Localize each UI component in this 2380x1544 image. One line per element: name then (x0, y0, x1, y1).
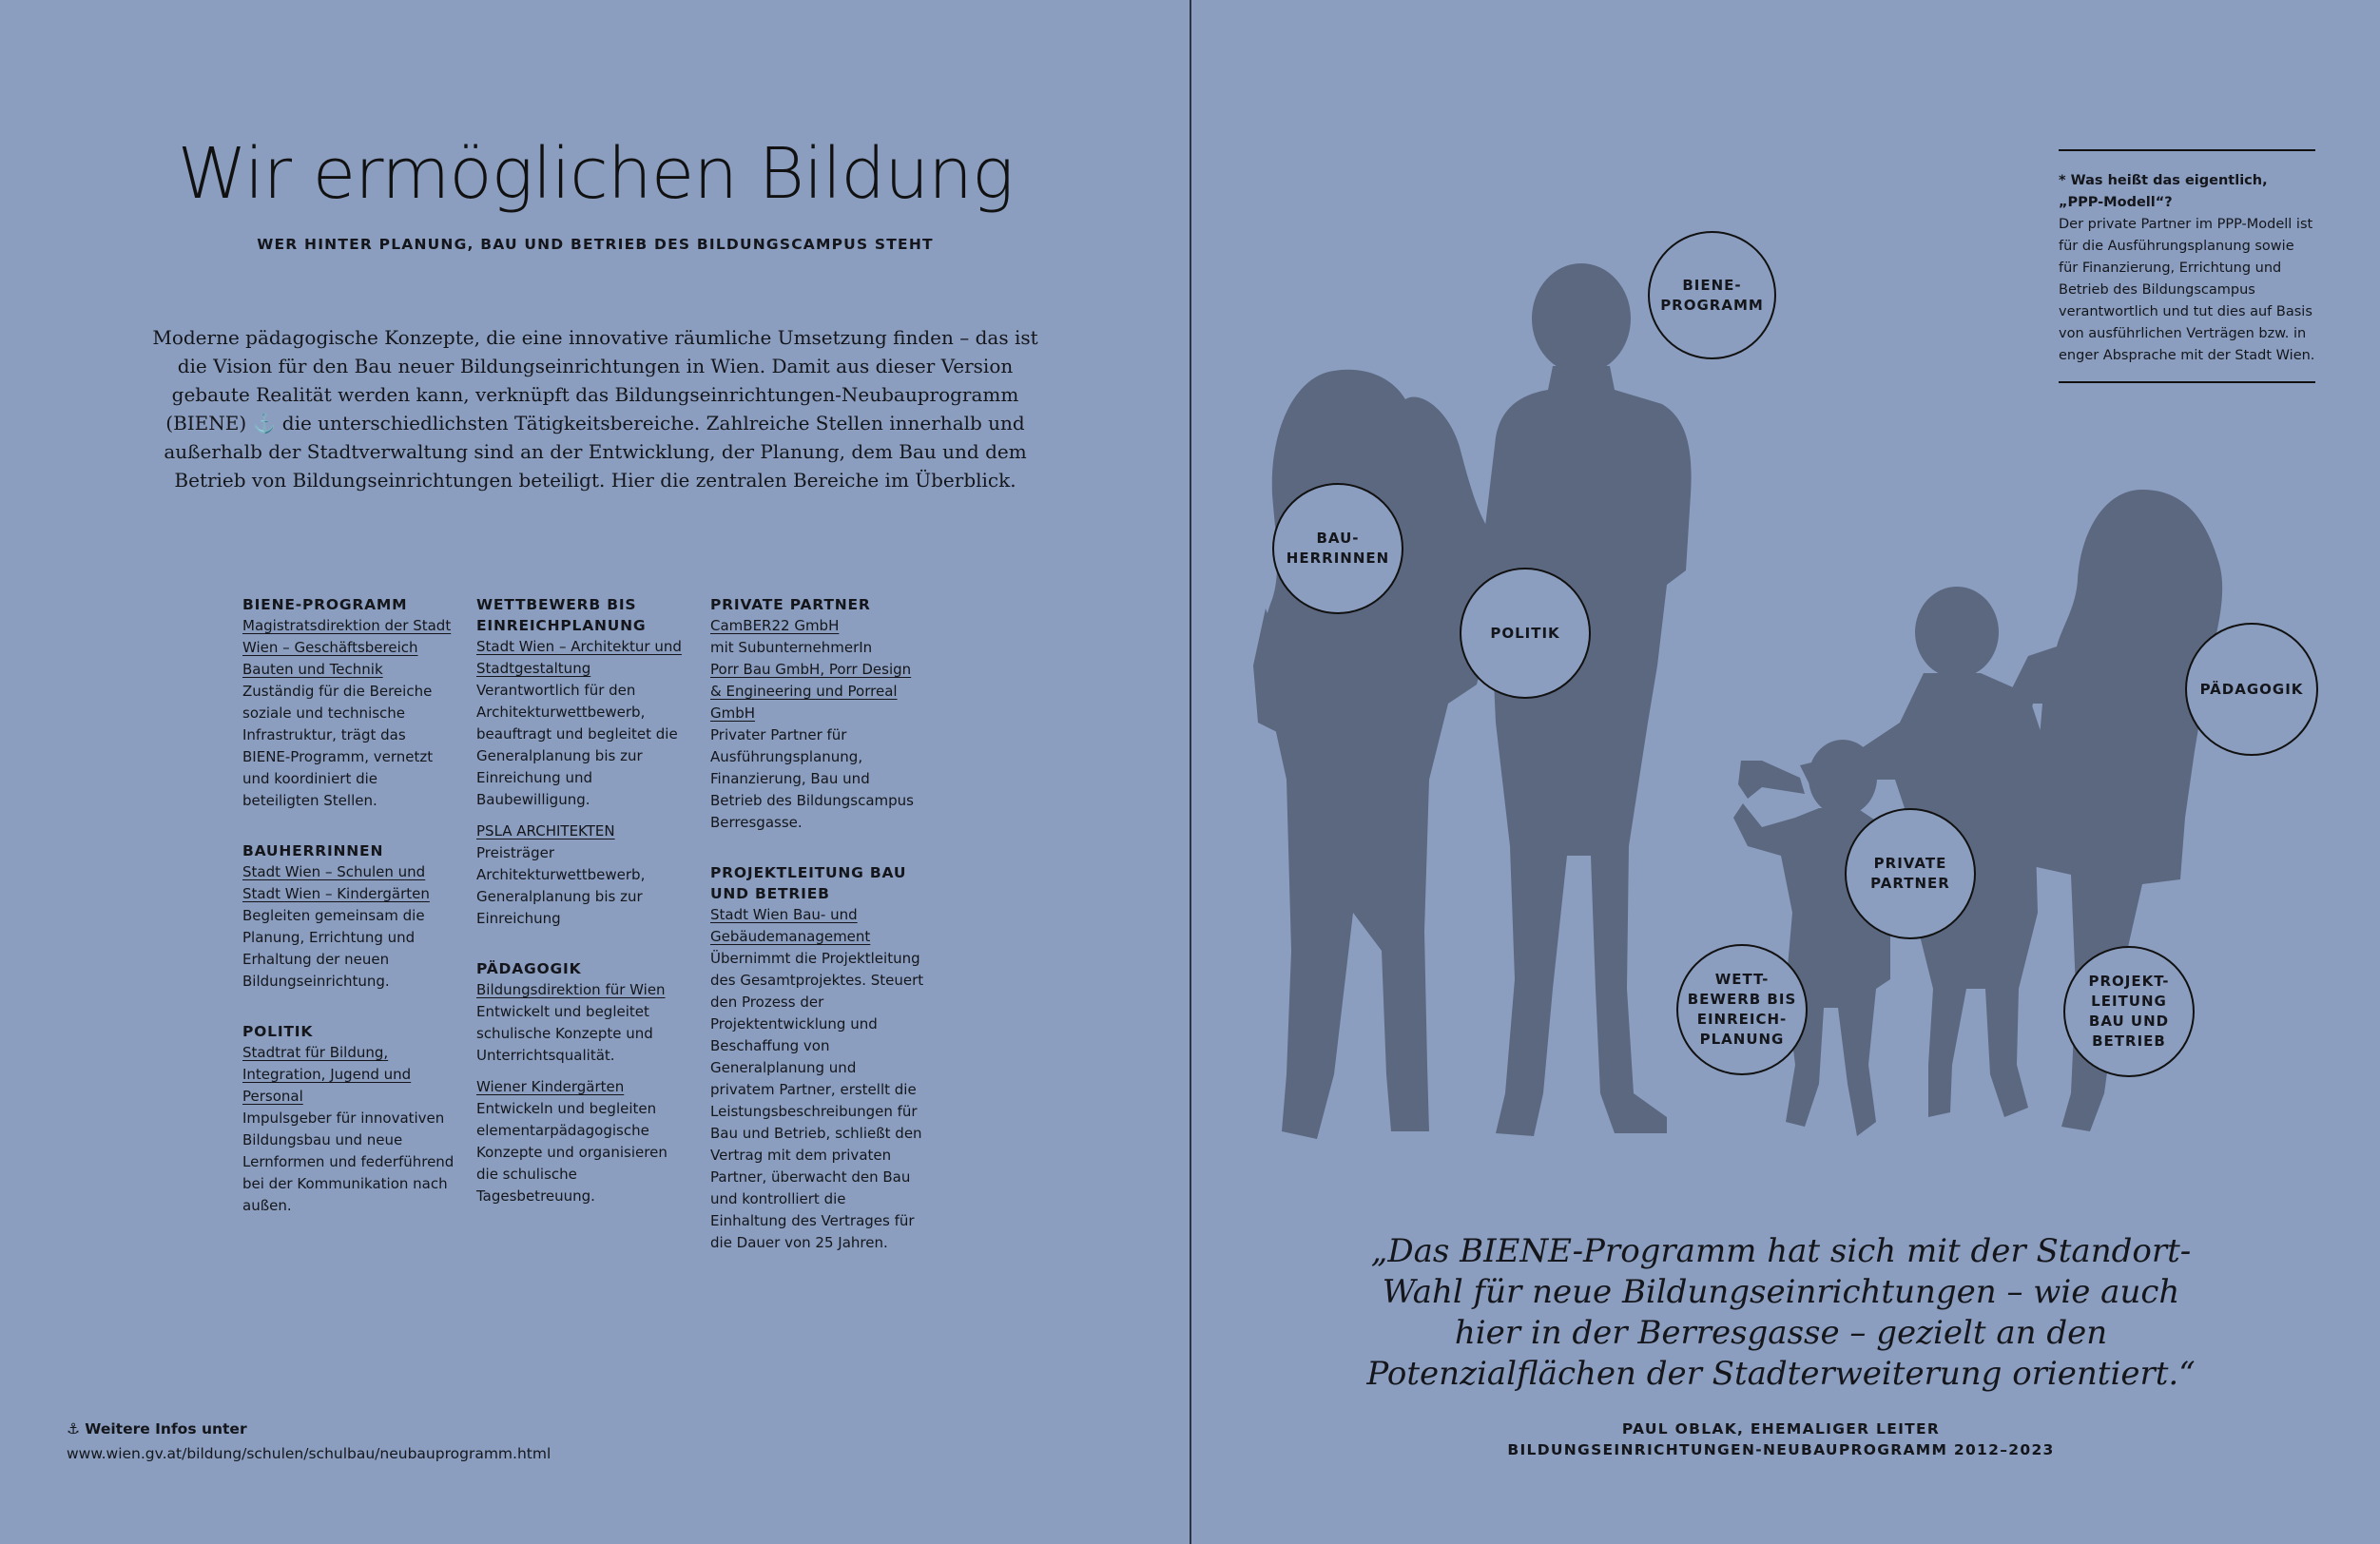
bubble-wettbewerb: WETT- BEWERB BIS EINREICH- PLANUNG (1676, 944, 1808, 1075)
section-mid: mit SubunternehmerIn (710, 639, 873, 656)
intro-paragraph: Moderne pädagogische Konzepte, die eine innovative räumliche Umsetzung finden – das ist die Vision für den Bau neuer Bildungseinrichtungen in Wien. Damit aus dieser Version gebaute Realität werden kann, verknüpft das Bildungseinrichtungen-Neubauprogramm (BIENE) ⚓ die unterschiedlichsten Tätigkeitsbereiche. Zahlreiche Stellen innerhalb und außerhalb der Stadtverwaltung sind an der Entwicklung, der Planung, dem Bau und dem Betrieb von Bildungseinrichtungen beteiligt. Hier die zentralen Bereiche im Überblick. (152, 326, 1038, 492)
bubble-projektleitung: PROJEKT- LEITUNG BAU UND BETRIEB (2063, 946, 2195, 1077)
org-name: Stadt Wien – Architektur und Stadtgestaltung (476, 638, 682, 677)
quote-author: PAUL OBLAK, EHEMALIGER LEITER BILDUNGSEINRICHTUNGEN-NEUBAUPROGRAMM 2012–2023 (1507, 1420, 2055, 1458)
section-private-partner (710, 594, 924, 834)
woman-silhouette (1253, 370, 1494, 1139)
section-projektleitung (710, 862, 924, 1254)
section-title: PRIVATE PARTNER (710, 596, 871, 613)
section-title: PÄDAGOGIK (476, 960, 582, 977)
section-body: Entwickelt und begleitet schulische Konzepte und Unterrichtsqualität. (476, 1003, 653, 1064)
section-title: POLITIK (242, 1023, 314, 1040)
section-paedagogik (476, 958, 690, 1207)
bubble-politik: POLITIK (1460, 568, 1591, 699)
bubble-private-partner: PRIVATE PARTNER (1845, 808, 1976, 939)
org-name: Stadtrat für Bildung, Integration, Jugend und Personal (242, 1044, 412, 1105)
right-page (1191, 0, 2380, 1544)
org-name: Magistratsdirektion der Stadt Wien – Geschäftsbereich Bauten und Technik (242, 617, 452, 678)
section-body: Zuständig für die Bereiche soziale und technische Infrastruktur, trägt das BIENE-Programm, vernetzt und koordiniert die beteiligten Stellen. (242, 683, 434, 809)
column-1 (242, 594, 456, 1245)
ppp-side-note (2059, 149, 2315, 383)
section-title: WETTBEWERB BIS EINREICHPLANUNG (476, 596, 647, 634)
section-body: Begleiten gemeinsam die Planung, Errichtung und Erhaltung der neuen Bildungseinrichtung. (242, 907, 425, 990)
side-note-title: * Was heißt das eigentlich, „PPP-Modell“? (2059, 173, 2268, 210)
more-info (67, 1417, 551, 1466)
section-bauherrinnen (242, 840, 456, 993)
bubble-paedagogik: PÄDAGOGIK (2185, 623, 2318, 756)
section-title: BIENE-PROGRAMM (242, 596, 408, 613)
bubble-bauherrinnen: BAU- HERRINNEN (1272, 483, 1403, 614)
org-name: Bildungsdirektion für Wien (476, 981, 666, 998)
section-body: Privater Partner für Ausführungsplanung, Finanzierung, Bau und Betrieb des Bildungscampus Berresgasse. (710, 726, 914, 831)
section-title: BAUHERRINNEN (242, 842, 384, 859)
org-name: Stadt Wien – Schulen und Stadt Wien – Kindergärten (242, 863, 430, 902)
org-name-2: Porr Bau GmbH, Porr Design & Engineering und Porreal GmbH (710, 661, 912, 722)
side-note-body: Der private Partner im PPP-Modell ist für die Ausführungsplanung sowie für Finanzierung, Errichtung und Betrieb des Bildungscampus verantwortlich und tut dies auf Basis von ausführlichen Verträgen bzw. in enger Absprache mit der Stadt Wien. (2059, 217, 2315, 363)
more-info-title: ⚓ Weitere Infos unter (67, 1420, 247, 1438)
pull-quote: „Das BIENE-Programm hat sich mit der Standort-Wahl für neue Bildungseinrichtungen – wie auch hier in der Berresgasse – gezielt an den Potenzialflächen der Stadterweiterung orientiert.“ (1366, 1232, 2196, 1393)
org-name: Stadt Wien Bau- und Gebäudemanagement (710, 906, 871, 945)
section-body: Verantwortlich für den Architekturwettbewerb, beauftragt und begleitet die Generalplanung bis zur Einreichung und Baubewilligung. (476, 682, 678, 808)
org-name: CamBER22 GmbH (710, 617, 840, 634)
spacer (476, 811, 690, 820)
bubble-biene-programm: BIENE- PROGRAMM (1648, 231, 1776, 359)
man-silhouette (1477, 263, 1692, 1136)
column-2 (476, 594, 690, 1236)
page-title: Wir ermöglichen Bildung (177, 133, 1014, 215)
org-name-2: Wiener Kindergärten (476, 1078, 625, 1095)
section-biene-programm (242, 594, 456, 812)
section-politik (242, 1021, 456, 1217)
section-body-2: Entwickeln und begleiten elementarpädagogische Konzepte und organisieren die schulische Tagesbetreuung. (476, 1100, 668, 1205)
toddler-silhouette (1733, 740, 1900, 1136)
section-wettbewerb (476, 594, 690, 930)
more-info-link[interactable]: www.wien.gv.at/bildung/schulen/schulbau/neubauprogramm.html (67, 1445, 551, 1462)
org-name-2: PSLA ARCHITEKTEN (476, 822, 615, 840)
section-body-2: Preisträger Architekturwettbewerb, Generalplanung bis zur Einreichung (476, 844, 646, 927)
column-3 (710, 594, 924, 1283)
page-subtitle: WER HINTER PLANUNG, BAU UND BETRIEB DES BILDUNGSCAMPUS STEHT (257, 236, 934, 253)
spacer (476, 1067, 690, 1076)
section-title: PROJEKTLEITUNG BAU UND BETRIEB (710, 864, 907, 902)
section-body: Impulsgeber für innovativen Bildungsbau und neue Lernformen und federführend bei der Kommunikation nach außen. (242, 1110, 455, 1214)
section-body: Übernimmt die Projektleitung des Gesamtprojektes. Steuert den Prozess der Projektentwicklung und Beschaffung von Generalplanung und privatem Partner, erstellt die Leistungsbeschreibungen für Bau und Betrieb, schließt den Vertrag mit dem privaten Partner, überwacht den Bau und kontrolliert die Einhaltung des Vertrages für die Dauer von 25 Jahren. (710, 950, 924, 1251)
